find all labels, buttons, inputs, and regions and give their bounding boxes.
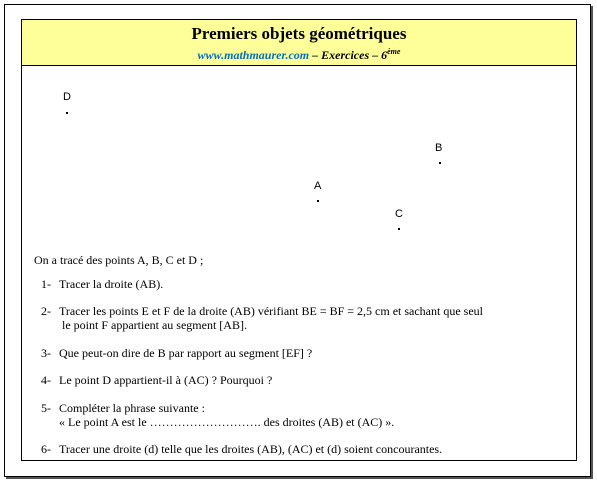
exercise-6-text: Tracer une droite (d) telle que les droites (AB), (AC) et (d) soient concourantes. (59, 442, 443, 456)
subtitle-superscript: ème (387, 47, 401, 56)
point-label-d: D (63, 91, 71, 103)
exercise-number: 5- (41, 401, 51, 415)
site-link[interactable]: www.mathmaurer.com (197, 48, 310, 62)
exercise-number: 4- (41, 373, 51, 387)
exercise-4-text: Le point D appartient-il à (AC) ? Pourquoi ? (59, 373, 273, 387)
intro-text: On a tracé des points A, B, C et D ; (34, 253, 204, 267)
exercise-number: 3- (41, 346, 51, 360)
page-title: Premiers objets géométriques (191, 24, 407, 43)
point-label-a: A (314, 180, 322, 192)
exercise-number: 1- (41, 277, 51, 291)
point-a-mark (317, 200, 319, 202)
worksheet-header (21, 19, 577, 66)
subtitle-text: – Exercices – 6 (309, 48, 388, 62)
point-d-mark (66, 112, 68, 114)
exercise-number: 6- (41, 442, 51, 456)
exercise-body (21, 66, 577, 461)
point-label-b: B (435, 142, 443, 154)
point-b-mark (439, 162, 441, 164)
point-label-c: C (395, 208, 403, 220)
exercise-5-text-line2: « Le point A est le ………………………. des droites (AB) et (AC) ». (59, 415, 395, 429)
exercise-2-text-line2: le point F appartient au segment [AB]. (62, 318, 247, 332)
exercise-1-text: Tracer la droite (AB). (59, 277, 164, 291)
exercise-2-text: Tracer les points E et F de la droite (AB) vérifiant BE = BF = 2,5 cm et sachant que seul (59, 304, 484, 318)
exercise-3-text: Que peut-on dire de B par rapport au segment [EF] ? (59, 346, 313, 360)
point-c-mark (398, 228, 400, 230)
page-subtitle (22, 44, 576, 63)
exercise-number: 2- (41, 304, 51, 318)
exercise-5-text: Compléter la phrase suivante : (59, 401, 205, 415)
